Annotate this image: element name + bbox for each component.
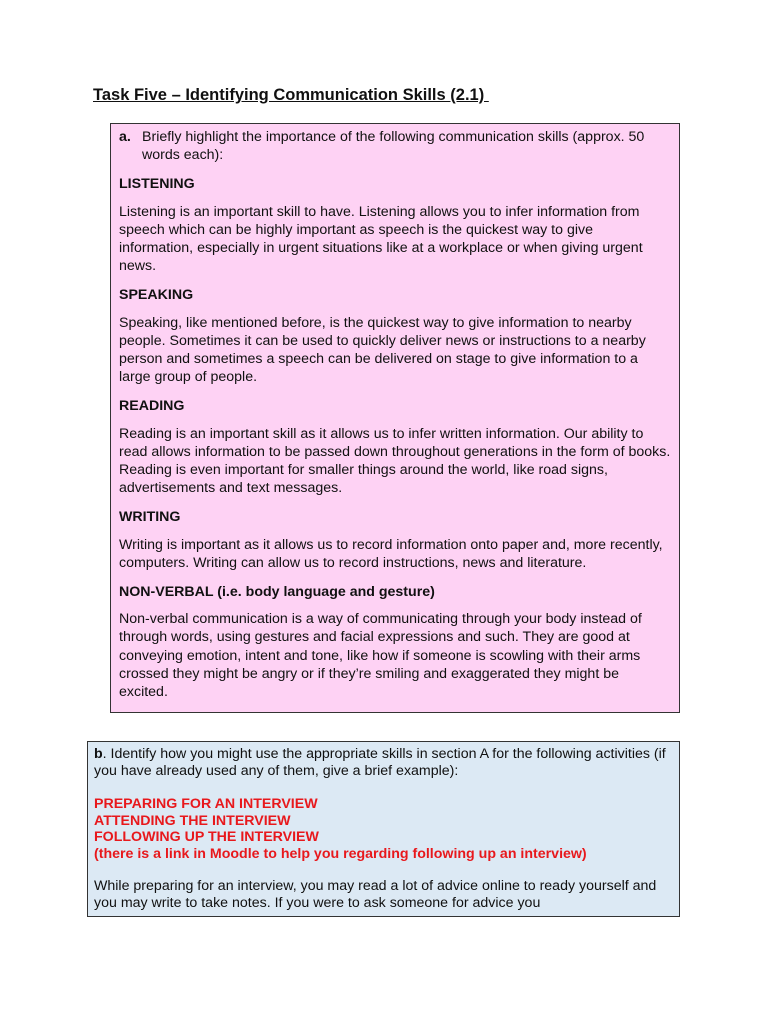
skill-heading-speaking: SPEAKING xyxy=(119,287,194,304)
page-title: Task Five – Identifying Communication Skills (2.1) xyxy=(93,86,489,104)
skill-text-non-verbal: Non-verbal communication is a way of communicating through your body instead of through words, using gestures and facial expressions and such. They are good at conveying emotion, intent and tone, like how if someone is scowling with their arms crossed they might be angry or if they’re smiling and exaggerated they might be excited. xyxy=(119,611,642,701)
skill-text-reading: Reading is an important skill as it allows us to infer written information. Our ability to read allows information to be passed down throughout generations in the form of books. Reading is even important for smaller things around the world, like road signs, advertisements and text messages. xyxy=(119,425,671,497)
section-b-box xyxy=(87,741,680,917)
skill-text-listening: Listening is an important skill to have. Listening allows you to infer information from speech which can be highly important as speech is the quickest way to give information, especially in urgent situations like at a workplace or when giving urgent news. xyxy=(119,203,643,275)
skill-heading-reading: READING xyxy=(119,398,185,415)
section-a-instruction: Briefly highlight the importance of the following communication skills (approx. 50 words each): xyxy=(142,129,645,164)
skill-text-writing: Writing is important as it allows us to record information onto paper and, more recently, computers. Writing can allow us to record instructions, news and literature. xyxy=(119,536,663,571)
section-b-instruction xyxy=(94,746,673,780)
skill-heading-listening: LISTENING xyxy=(119,176,195,193)
section-a-box xyxy=(110,123,680,713)
skill-text-speaking: Speaking, like mentioned before, is the quickest way to give information to nearby people. Sometimes it can be used to quickly deliver news or instructions to a nearby person and sometimes a speech can be delivered on stage to give information to a large group of people. xyxy=(119,314,646,386)
activity-list xyxy=(94,796,673,862)
section-a-intro xyxy=(119,128,671,164)
skill-heading-writing: WRITING xyxy=(119,509,181,526)
activity-attending: ATTENDING THE INTERVIEW xyxy=(94,812,291,829)
section-b-answer: While preparing for an interview, you may read a lot of advice online to ready yourself and you may write to take notes. If you were to ask someone for advice you xyxy=(94,878,657,911)
moodle-note: (there is a link in Moodle to help you regarding following up an interview) xyxy=(94,845,587,862)
activity-following-up: FOLLOWING UP THE INTERVIEW xyxy=(94,829,319,845)
section-b-letter: b xyxy=(94,746,103,762)
section-a-letter: a. xyxy=(119,129,131,145)
skill-heading-non-verbal: NON-VERBAL (i.e. body language and gesture) xyxy=(119,584,435,601)
section-b-intro: . Identify how you might use the appropriate skills in section A for the following activities (if you have already used any of them, give a brief example): xyxy=(94,746,666,779)
activity-preparing: PREPARING FOR AN INTERVIEW xyxy=(94,796,318,812)
